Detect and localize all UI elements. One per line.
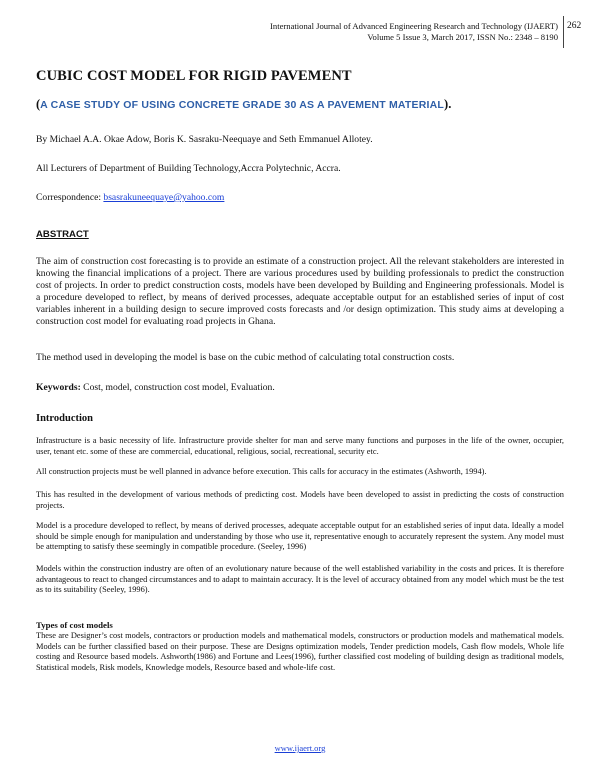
page-number: 262 xyxy=(567,21,582,31)
intro-paragraph-4: Model is a procedure developed to reflect, by means of derived processes, adequate acceptable output for an established series of input data. Ideally a model should be simple enough for manipulation and understanding by those who use it, representative enough to accurately represent the system. Any model must be attempting to satisfy these seemingly in compatible procedure. (Seeley, 1996) xyxy=(36,521,564,552)
subtitle-text: A CASE STUDY OF USING CONCRETE GRADE 30 AS A PAVEMENT MATERIAL xyxy=(40,99,445,111)
intro-paragraph-3: This has resulted in the development of various methods of predicting cost. Models have been developed to assist in predicting the costs of construction projects. xyxy=(36,490,564,510)
intro-paragraph-5: Models within the construction industry are often of an evolutionary nature because of the well established variability in the costs and prices. It is therefore advantageous to react to changed circumstances and to adapt to maintain accuracy. It is the level of accuracy obtained from any model which must be the test as to its suitability (Seeley, 1996). xyxy=(36,564,564,595)
types-paragraph: These are Designer’s cost models, contractors or production models and mathematical models, constructors or production models and mathematical models. Models can be further classified based on their purpose. These are Designs optimization models, Tender prediction models, Cash flow models, Whole life costing and Resource based models. Ashworth(1986) and Fortune and Lees(1996), further classified cost modeling of building design as traditional models, Statistical models, Risk models, Knowledge models, Resource based and whole-life cost. xyxy=(36,631,564,673)
paper-subtitle xyxy=(36,97,451,112)
authors: By Michael A.A. Okae Adow, Boris K. Sasraku-Neequaye and Seth Emmanuel Allotey. xyxy=(36,134,373,145)
keywords xyxy=(36,382,564,394)
intro-paragraph-1: Infrastructure is a basic necessity of life. Infrastructure provide shelter for man and serve many functions and purposes in the life of the owner, occupier, user, tenant etc. some of these are commercial, educational, religious, social, recreational, security etc. xyxy=(36,436,564,456)
footer xyxy=(0,743,600,753)
keywords-text: Cost, model, construction cost model, Evaluation. xyxy=(80,382,275,393)
subtitle-open-paren: ( xyxy=(36,97,41,111)
keywords-label: Keywords: xyxy=(36,382,81,393)
header-divider xyxy=(563,16,564,48)
subtitle-close-paren: ). xyxy=(444,97,452,111)
correspondence-email-link[interactable]: bsasrakuneequaye@yahoo.com xyxy=(103,192,225,203)
volume-info: Volume 5 Issue 3, March 2017, ISSN No.: 2348 – 8190 xyxy=(367,32,558,42)
introduction-heading: Introduction xyxy=(36,413,93,424)
abstract-paragraph-2: The method used in developing the model is base on the cubic method of calculating total construction costs. xyxy=(36,352,455,363)
running-header xyxy=(198,21,564,43)
intro-paragraph-2: All construction projects must be well planned in advance before execution. This calls for accuracy in the estimates (Ashworth, 1994). xyxy=(36,467,487,476)
footer-url-link[interactable]: www.ijaert.org xyxy=(274,743,326,753)
paper-title: CUBIC COST MODEL FOR RIGID PAVEMENT xyxy=(36,68,352,84)
types-heading: Types of cost models xyxy=(36,620,113,630)
correspondence-label: Correspondence: xyxy=(36,192,104,203)
affiliation: All Lecturers of Department of Building Technology,Accra Polytechnic, Accra. xyxy=(36,163,341,174)
correspondence xyxy=(36,192,564,204)
abstract-heading: ABSTRACT xyxy=(36,229,89,240)
journal-name: International Journal of Advanced Engineering Research and Technology (IJAERT) xyxy=(270,21,558,31)
abstract-paragraph-1: The aim of construction cost forecasting is to provide an estimate of a construction project. All the relevant stakeholders are interested in knowing the financial implications of a project. There are various procedures used by building professionals to predict the construction cost of projects. In order to predict construction costs, models have been developed by Building and Engineering professionals. Model is a procedure developed to reflect, by means of derived processes, adequate acceptable output for an established series of input of cost variables inherent in a building design to secure improved costs forecasts and /or design optimization. This study aims at developing a construction cost model for evaluating road projects in Ghana. xyxy=(36,256,564,327)
